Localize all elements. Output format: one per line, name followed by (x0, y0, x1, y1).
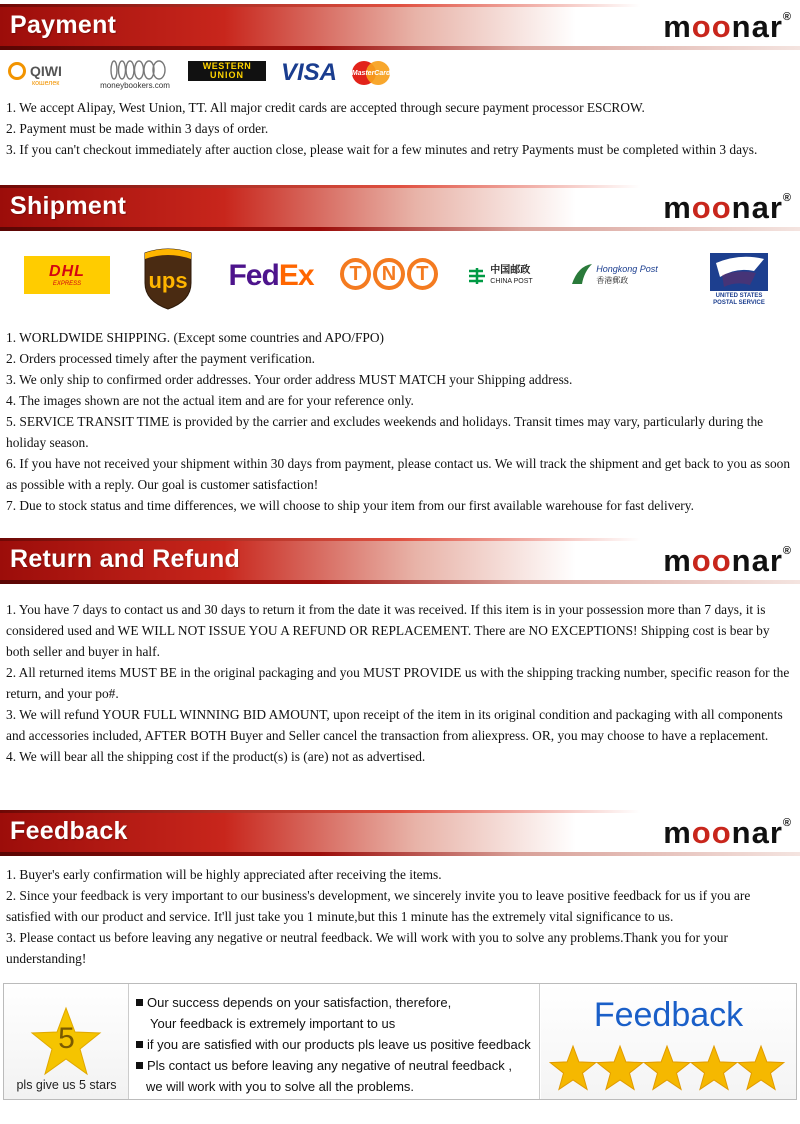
star-number: 5 (58, 1022, 75, 1055)
hongkong-post-logo: Hongkong Post 香港郵政 (568, 256, 660, 294)
shipment-title: Shipment (10, 192, 127, 220)
list-item: 2. Payment must be made within 3 days of order. (6, 121, 269, 136)
promo-line: if you are satisfied with our products pls leave us positive feedback (136, 1034, 539, 1055)
refund-title: Return and Refund (10, 545, 241, 573)
ups-logo: ups (140, 246, 196, 312)
usps-logo: UNITED STATES POSTAL SERVICE (700, 248, 778, 310)
list-item: 1. We accept Alipay, West Union, TT. All major credit cards are accepted through secure payment processor ESCROW. (6, 100, 645, 115)
list-item: 1. You have 7 days to contact us and 30 days to return it from the date it was received. If this item is in your possession more than 7 days, it is considered used and WE WILL NOT ISSUE YOU A REFUND OR REPLACEMENT. There are NO EXCEPTIONS! Shipping cost is bear by both seller and buyer in half. (6, 602, 770, 659)
shipping-logos (0, 240, 800, 320)
payment-text (6, 97, 796, 160)
refund-text (6, 599, 796, 767)
list-item: 6. If you have not received your shipment within 30 days from payment, please contact us. We will track the shipment and get back to you as soon as possible with a reply. Our goal is customer satisfaction! (6, 456, 791, 492)
promo-line: we will work with you to solve all the problems. (146, 1079, 415, 1094)
list-item: 4. We will bear all the shipping cost if the product(s) is (are) not as advertised. (6, 749, 426, 764)
rating-star-icon (644, 1046, 690, 1089)
western-union-logo: WESTERN UNION (188, 61, 266, 81)
bullet-icon (136, 999, 143, 1006)
shipment-text (6, 327, 796, 516)
list-item: 3. Please contact us before leaving any negative or neutral feedback. We will work with you to solve any problems.Thank you for your understanding! (6, 930, 728, 966)
five-star-badge (4, 984, 129, 1099)
rating-star-icon (691, 1046, 737, 1089)
qiwi-logo: QIWI кошелек (8, 58, 88, 90)
refund-banner (0, 538, 800, 584)
list-item: 3. If you can't checkout immediately after auction close, please wait for a few minutes and retry Payments must be completed within 3 days. (6, 142, 758, 157)
bullet-icon (136, 1062, 143, 1069)
list-item: 1. WORLDWIDE SHIPPING. (Except some countries and APO/FPO) (6, 330, 385, 345)
moneybookers-logo: moneybookers.com (95, 56, 175, 92)
rating-star-icon (738, 1046, 784, 1089)
feedback-title: Feedback (10, 817, 128, 845)
feedback-rating (541, 984, 796, 1099)
promo-message (130, 984, 540, 1099)
china-post-logo: 中国邮政 CHINA POST (460, 262, 540, 290)
tnt-logo: T N T (340, 254, 438, 294)
list-item: 3. We will refund YOUR FULL WINNING BID AMOUNT, upon receipt of the item in its original condition and packaging with all components and accessories included, AFTER BOTH Buyer and Seller cancel the transaction from aliexpress. OR, you may choose to have a replacement. (6, 707, 783, 743)
feedback-text (6, 864, 796, 969)
list-item: 3. We only ship to confirmed order addresses. Your order address MUST MATCH your Shipping address. (6, 372, 573, 387)
payment-title: Payment (10, 11, 117, 39)
dhl-logo: DHL EXPRESS (24, 256, 110, 294)
payment-banner (0, 4, 800, 50)
feedback-banner (0, 810, 800, 856)
rating-stars (549, 1044, 789, 1094)
fedex-logo: Fed Ex (228, 259, 314, 292)
promo-line: Our success depends on your satisfaction, therefore, (136, 992, 539, 1013)
promo-line: Your feedback is extremely important to us (150, 1016, 396, 1031)
payment-logos (0, 54, 800, 94)
list-item: 5. SERVICE TRANSIT TIME is provided by the carrier and excludes weekends and holidays. Transit times may vary, particularly during the holiday season. (6, 414, 764, 450)
list-item: 2. Orders processed timely after the payment verification. (6, 351, 315, 366)
visa-logo: VISA (280, 59, 337, 86)
star-caption: pls give us 5 stars (16, 1078, 117, 1092)
rating-star-icon (550, 1046, 596, 1089)
brand-logo: moonar® (663, 9, 792, 44)
list-item: 4. The images shown are not the actual item and are for your reference only. (6, 393, 414, 408)
brand-logo: moonar® (663, 543, 792, 578)
promo-line: Pls contact us before leaving any negative of neutral feedback , (136, 1055, 539, 1076)
list-item: 7. Due to stock status and time differences, we will choose to ship your item from our first available warehouse for fast delivery. (6, 498, 694, 513)
brand-logo: moonar® (663, 190, 792, 225)
rating-star-icon (597, 1046, 643, 1089)
bullet-icon (136, 1041, 143, 1048)
feedback-word: Feedback (593, 996, 744, 1034)
brand-logo: moonar® (663, 815, 792, 850)
shipment-banner (0, 185, 800, 231)
list-item: 1. Buyer's early confirmation will be highly appreciated after receiving the items. (6, 867, 442, 882)
list-item: 2. Since your feedback is very important to our business's development, we sincerely invite you to leave positive feedback for us if you are satisfied with our product and service. It'll just take you 1 minute,but this 1 minute has the extremely vital significance to us. (6, 888, 751, 924)
list-item: 2. All returned items MUST BE in the original packaging and you MUST PROVIDE us with the shipping tracking number, specific reason for the return, and your po#. (6, 665, 790, 701)
feedback-promo (3, 983, 797, 1100)
mastercard-logo: MasterCard (348, 58, 394, 88)
